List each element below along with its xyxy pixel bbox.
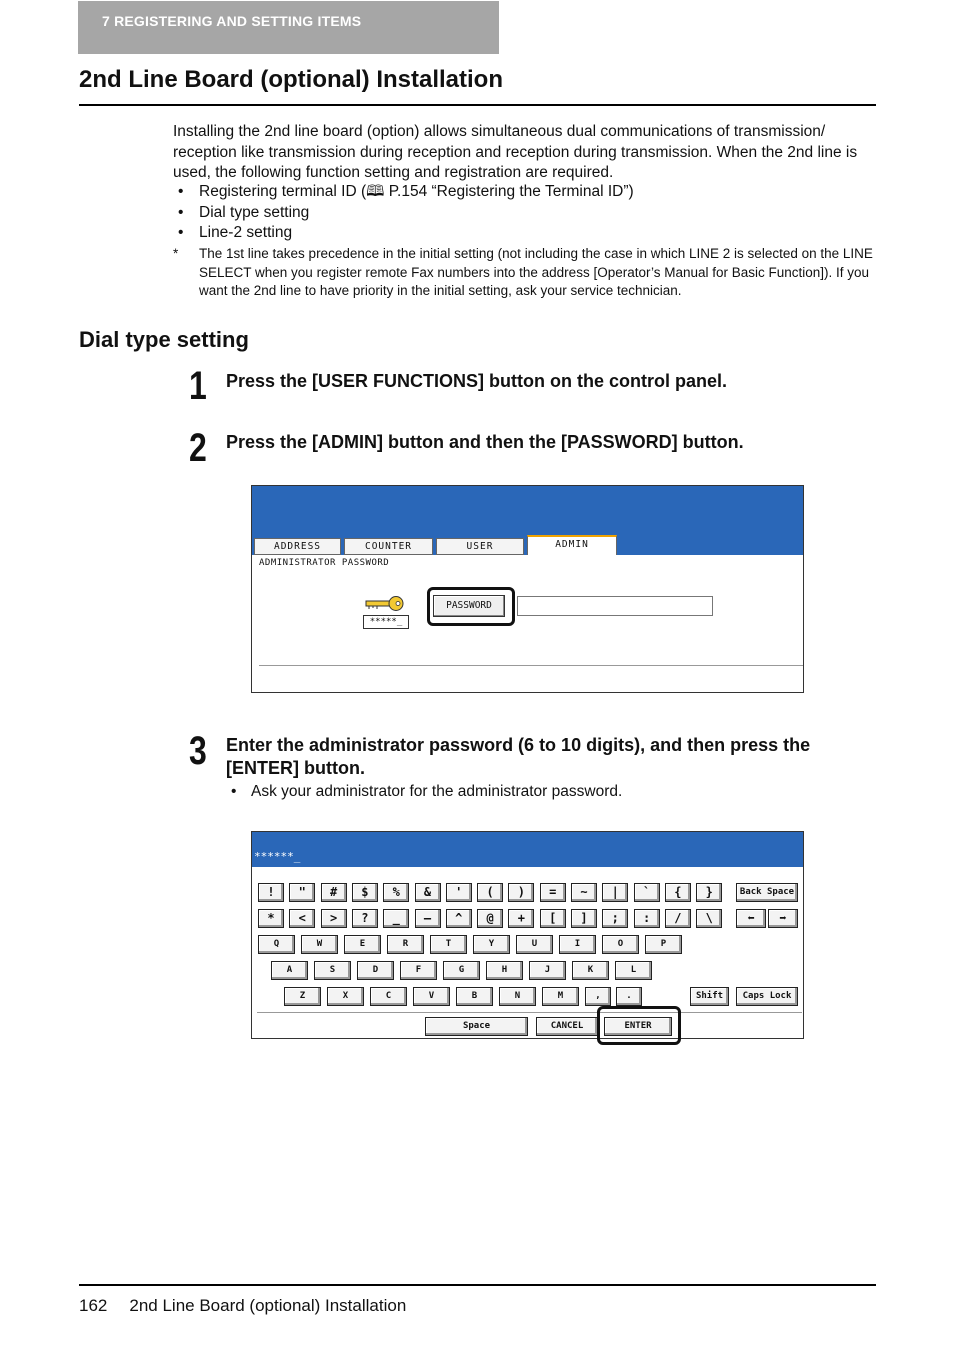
keyboard-key[interactable]: [ [540,909,566,928]
caps-lock-key[interactable]: Caps Lock [736,987,798,1006]
enter-button-highlight [597,1006,681,1045]
screen-divider [259,665,803,666]
keyboard-key[interactable]: W [301,935,338,954]
tab-address[interactable]: ADDRESS [254,538,341,555]
keyboard-key[interactable]: $ [352,883,378,902]
keyboard-key[interactable]: L [615,961,652,980]
keyboard-key[interactable]: * [258,909,284,928]
keyboard-key[interactable]: F [400,961,437,980]
list-item: • Line-2 setting [178,223,634,244]
list-item: • Dial type setting [178,203,634,224]
keyboard-key[interactable]: G [443,961,480,980]
keyboard-key[interactable]: R [387,935,424,954]
password-mask-display: *****_ [363,615,409,629]
admin-password-screen [251,485,804,693]
section-title: Dial type setting [79,327,249,352]
keyboard-key[interactable]: < [289,909,315,928]
list-item: • Registering terminal ID (🕮 P.154 “Registering the Terminal ID”) [178,182,634,203]
keyboard-key[interactable]: , [585,987,611,1006]
keyboard-key[interactable]: C [370,987,407,1006]
keyboard-key[interactable]: ] [571,909,597,928]
keyboard-key[interactable]: X [327,987,364,1006]
keyboard-key[interactable]: ? [352,909,378,928]
password-button[interactable]: PASSWORD [433,595,505,617]
keyboard-key[interactable]: ; [602,909,628,928]
keyboard-key[interactable]: T [430,935,467,954]
keyboard-screen [251,831,804,1039]
keyboard-key[interactable]: / [665,909,691,928]
keyboard-key[interactable]: > [321,909,347,928]
step-1-text: Press the [USER FUNCTIONS] button on the control panel. [226,371,728,391]
keyboard-divider [257,1012,802,1013]
footer-rule [79,1284,876,1286]
intro-paragraph: Installing the 2nd line board (option) allows simultaneous dual communications of transmission/ reception like transmission during reception and reception during transmission. When the 2nd line is used, the following function setting and registration are required. [173,123,858,181]
footnote-marker: * [173,246,179,261]
chapter-label: 7 REGISTERING AND SETTING ITEMS [102,13,362,29]
keyboard-key[interactable]: M [542,987,579,1006]
left-arrow-key[interactable]: ⬅ [736,909,766,928]
keyboard-key[interactable]: ~ [571,883,597,902]
keyboard-key[interactable]: : [634,909,660,928]
keyboard-key[interactable]: ^ [446,909,472,928]
enter-key[interactable]: ENTER [604,1017,672,1036]
step-3-number: 3 [189,729,207,773]
keyboard-key[interactable]: ! [258,883,284,902]
keyboard-key[interactable]: ` [634,883,660,902]
chapter-header [78,1,499,54]
keyboard-key[interactable]: — [415,909,441,928]
keyboard-key[interactable]: # [321,883,347,902]
title-rule [79,104,876,106]
space-key[interactable]: Space [425,1017,528,1036]
keyboard-key[interactable]: & [415,883,441,902]
password-input-display: ******_ [254,850,301,863]
keyboard-key[interactable]: = [540,883,566,902]
key-icon [365,595,405,613]
keyboard-key[interactable]: \ [696,909,722,928]
keyboard-key[interactable]: B [456,987,493,1006]
keyboard-key[interactable]: A [271,961,308,980]
keyboard-key[interactable]: Z [284,987,321,1006]
keyboard-key[interactable]: D [357,961,394,980]
shift-key[interactable]: Shift [690,987,729,1006]
keyboard-key[interactable]: J [529,961,566,980]
keyboard-key[interactable]: P [645,935,682,954]
keyboard-key[interactable]: Y [473,935,510,954]
page-title: 2nd Line Board (optional) Installation [79,66,503,93]
step-2-number: 2 [189,426,207,470]
keyboard-key[interactable]: Q [258,935,295,954]
keyboard-key[interactable]: ) [508,883,534,902]
footer-title: 2nd Line Board (optional) Installation [129,1296,407,1315]
footnote [173,245,878,301]
keyboard-key[interactable]: _ [383,909,409,928]
footnote-text: The 1st line takes precedence in the initial setting (not including the case in which LINE 2 is selected on the LINE SELECT when you register remote Fax numbers into the address [Operator’s Manual for Basic Function]). If you want the 2nd line to have priority in the initial setting, ask your service technician. [199,246,873,298]
keyboard-key[interactable]: ' [446,883,472,902]
keyboard-key[interactable]: % [383,883,409,902]
screen-header-bar [252,832,803,867]
keyboard-key[interactable]: I [559,935,596,954]
keyboard-key[interactable]: U [516,935,553,954]
keyboard-key[interactable]: N [499,987,536,1006]
step-3-note: • Ask your administrator for the administrator password. [231,783,622,801]
keyboard-key[interactable]: . [616,987,642,1006]
keyboard-key[interactable]: ( [477,883,503,902]
keyboard-key[interactable]: } [696,883,722,902]
keyboard-key[interactable]: H [486,961,523,980]
step-1-number: 1 [189,364,207,408]
keyboard-key[interactable]: O [602,935,639,954]
keyboard-key[interactable]: + [508,909,534,928]
tab-counter[interactable]: COUNTER [344,538,433,555]
page-footer [79,1296,406,1316]
backspace-key[interactable]: Back Space [736,883,798,902]
admin-password-label: ADMINISTRATOR PASSWORD [259,558,390,568]
page-number: 162 [79,1296,108,1315]
keyboard-key[interactable]: " [289,883,315,902]
requirements-list [178,182,634,244]
right-arrow-key[interactable]: ➡ [768,909,798,928]
keyboard-key[interactable]: @ [477,909,503,928]
tab-user[interactable]: USER [436,538,524,555]
keyboard-key[interactable]: V [413,987,450,1006]
keyboard-key[interactable]: K [572,961,609,980]
password-field[interactable] [517,596,713,616]
keyboard-key[interactable]: { [665,883,691,902]
keyboard-key[interactable]: E [344,935,381,954]
step-2-text: Press the [ADMIN] button and then the [PASSWORD] button. [226,432,744,452]
step-3-text: Enter the administrator password (6 to 10 digits), and then press the [ENTER] button. [226,735,811,778]
cancel-key[interactable]: CANCEL [536,1017,598,1036]
tab-admin[interactable]: ADMIN [527,535,617,555]
keyboard-key[interactable]: | [602,883,628,902]
keyboard-key[interactable]: S [314,961,351,980]
